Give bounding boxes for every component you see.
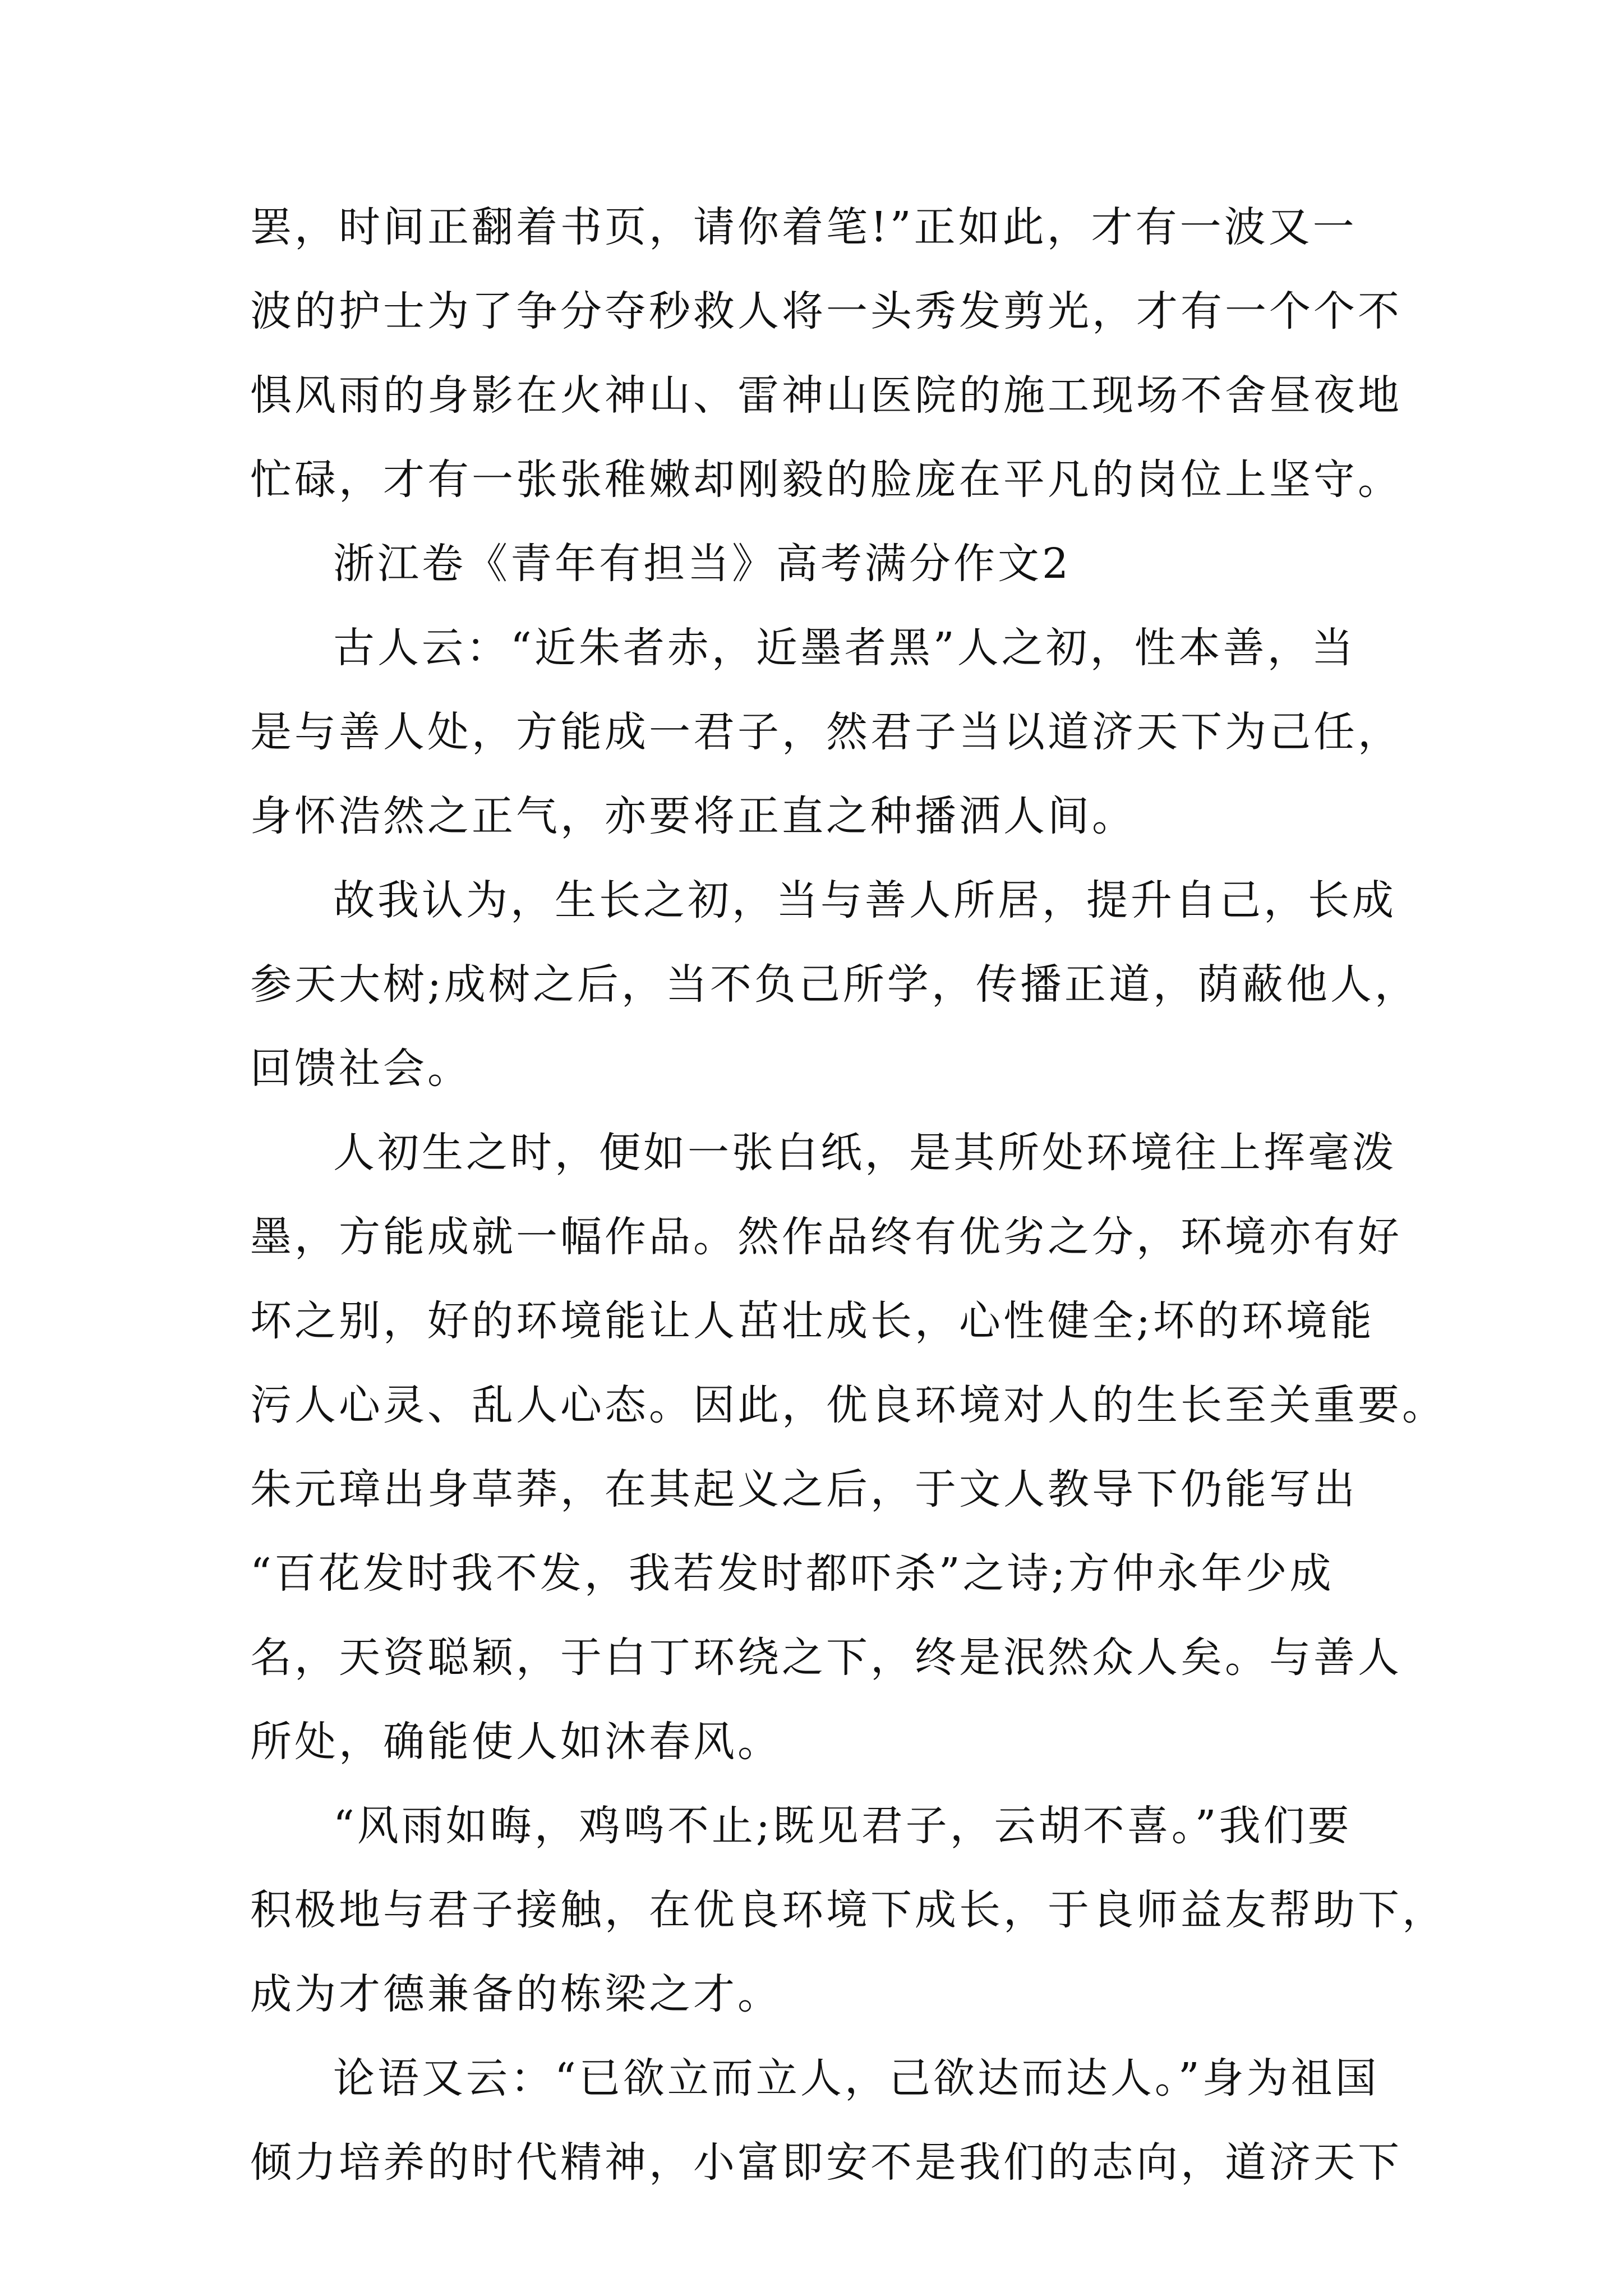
text-line: 参天大树;成树之后，当不负己所学，传播正道，荫蔽他人， bbox=[250, 960, 1419, 1009]
text-line: 罢，时间正翻着书页，请你着笔!”正如此，才有一波又一 bbox=[250, 203, 1357, 251]
text-line: 积极地与君子接触，在优良环境下成长，于良师益友帮助下， bbox=[250, 1886, 1446, 1934]
text-line: 坏之别，好的环境能让人茁壮成长，心性健全;坏的环境能 bbox=[250, 1297, 1375, 1345]
paragraph-first-line: 古人云：“近朱者赤，近墨者黑”人之初，性本善，当 bbox=[333, 624, 1356, 672]
paragraph-first-line: “风雨如晦，鸡鸣不止;既见君子，云胡不喜。”我们要 bbox=[333, 1802, 1352, 1850]
text-line: 忙碌，才有一张张稚嫩却刚毅的脸庞在平凡的岗位上坚守。 bbox=[250, 455, 1402, 504]
text-line: 身怀浩然之正气，亦要将正直之种播洒人间。 bbox=[250, 792, 1136, 840]
paragraph-first-line: 故我认为，生长之初，当与善人所居，提升自己，长成 bbox=[333, 876, 1396, 924]
paragraph-first-line: 论语又云：“已欲立而立人，己欲达而达人。”身为祖国 bbox=[333, 2054, 1380, 2102]
text-line: 是与善人处，方能成一君子，然君子当以道济天下为己任， bbox=[250, 708, 1402, 756]
text-line: 污人心灵、乱人心态。因此，优良环境对人的生长至关重要。 bbox=[250, 1381, 1446, 1429]
text-line: 名，天资聪颖，于白丁环绕之下，终是泯然众人矣。与善人 bbox=[250, 1634, 1402, 1682]
paragraph-first-line: 人初生之时，便如一张白纸，是其所处环境往上挥毫泼 bbox=[333, 1129, 1396, 1177]
text-line: 所处，确能使人如沐春风。 bbox=[250, 1718, 782, 1766]
text-line: 回馈社会。 bbox=[250, 1045, 472, 1093]
text-line: 倾力培养的时代精神，小富即安不是我们的志向，道济天下 bbox=[250, 2138, 1402, 2187]
text-line: 成为才德兼备的栋梁之才。 bbox=[250, 1970, 782, 2018]
text-line: 惧风雨的身影在火神山、雷神山医院的施工现场不舍昼夜地 bbox=[250, 371, 1402, 420]
text-line: “百花发时我不发，我若发时都吓杀”之诗;方仲永年少成 bbox=[250, 1549, 1334, 1598]
text-line: 墨，方能成就一幅作品。然作品终有优劣之分，环境亦有好 bbox=[250, 1213, 1402, 1261]
text-line: 朱元璋出身草莽，在其起义之后，于文人教导下仍能写出 bbox=[250, 1465, 1358, 1513]
text-line: 波的护士为了争分夺秒救人将一头秀发剪光，才有一个个不 bbox=[250, 287, 1402, 335]
section-heading: 浙江卷《青年有担当》高考满分作文2 bbox=[333, 540, 1072, 588]
